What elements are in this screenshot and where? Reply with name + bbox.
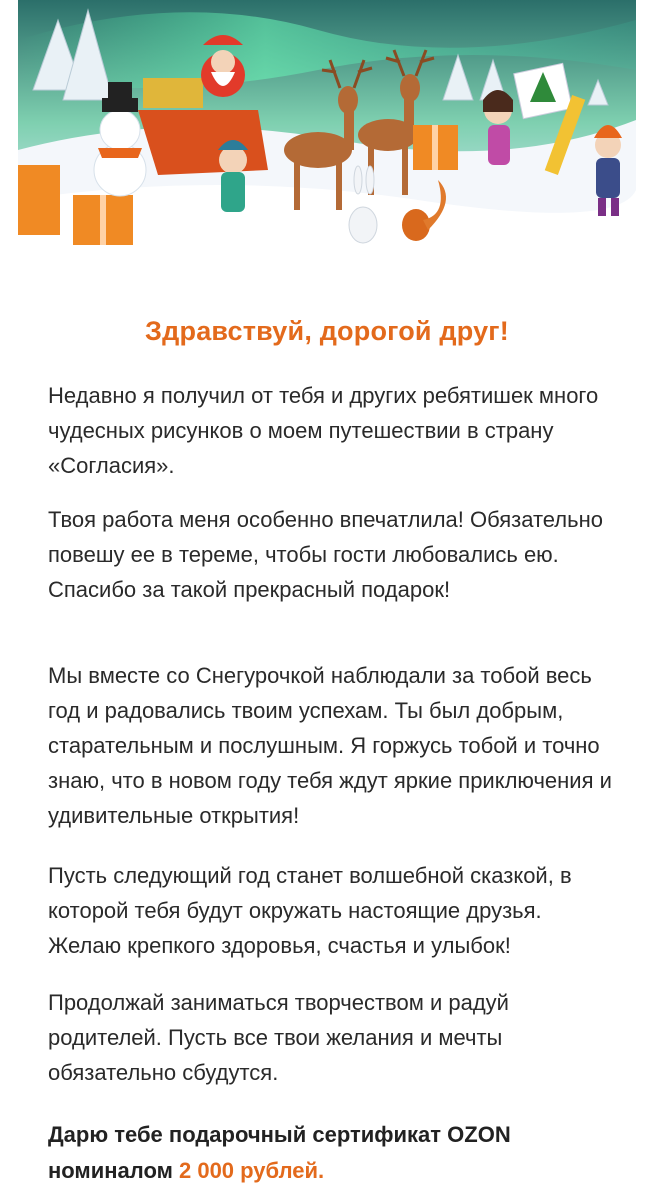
letter-paragraph-2: Твоя работа меня особенно впечатлила! Обязательно повешу ее в тереме, чтобы гости любовались ею. Спасибо за такой прекрасный подарок! [48, 507, 603, 602]
certificate-line [48, 1117, 628, 1189]
letter-paragraph-5: Продолжай заниматься творчеством и радуй родителей. Пусть все твои желания и мечты обязательно сбудутся. [48, 990, 509, 1085]
certificate-text: Дарю тебе подарочный сертификат OZON номиналом [48, 1122, 511, 1183]
certificate-amount: 2 000 рублей. [178, 1158, 325, 1183]
letter-paragraph-1: Недавно я получил от тебя и других ребятишек много чудесных рисунков о моем путешествии в страну «Согласия». [48, 383, 599, 478]
hero-banner-image [18, 0, 636, 274]
letter-paragraph-3: Мы вместе со Снегурочкой наблюдали за тобой весь год и радовались твоим успехам. Ты был добрым, старательным и послушным. Я горжусь тобой и точно знаю, что в новом году тебя ждут яркие приключения и удивительные открытия! [48, 663, 612, 828]
letter-paragraph-4: Пусть следующий год станет волшебной сказкой, в которой тебя будут окружать настоящие друзья. Желаю крепкого здоровья, счастья и улыбок! [48, 863, 572, 958]
letter-greeting: Здравствуй, дорогой друг! [145, 316, 509, 346]
